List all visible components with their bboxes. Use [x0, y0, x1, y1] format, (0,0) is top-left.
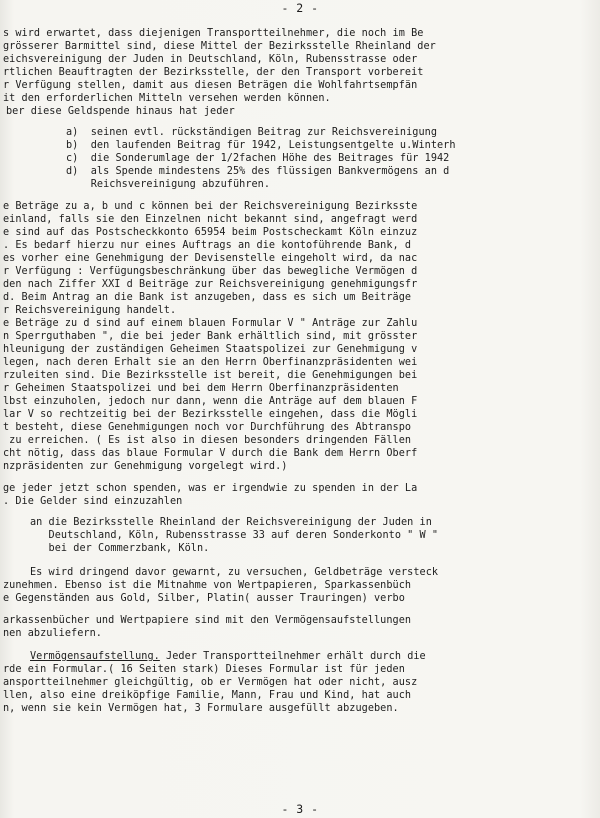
list-item-a: a) seinen evtl. rückständigen Beitrag zur Reichsvereinigung [66, 127, 438, 138]
text-line: rtlichen Beauftragten der Bezirksstelle, der den Transport vorbereit [3, 67, 424, 78]
text-line: eichsvereinigung der Juden in Deutschland, Köln, Rubensstrasse oder [3, 54, 418, 65]
text-line: n, wenn sie kein Vermögen hat, 3 Formulare ausgefüllt abzugeben. [3, 703, 399, 714]
text-line: d. Beim Antrag an die Bank ist anzugeben, dass es sich um Beiträge [3, 292, 412, 303]
text-line: it den erforderlichen Mitteln versehen werden können. [3, 93, 331, 104]
text-line: nen abzuliefern. [3, 628, 102, 639]
text-line: r Verfügung : Verfügungsbeschränkung über das bewegliche Vermögen d [3, 266, 418, 277]
text-line: hleunigung der zuständigen Geheimen Staatspolizei zur Genehmigung v [3, 344, 418, 355]
text-line: es vorher eine Genehmigung der Devisenstelle eingeholt wird, da nac [3, 253, 418, 264]
section-text: Jeder Transportteilnehmer erhält durch die [159, 651, 426, 662]
text-line: . Die Gelder sind einzuzahlen [3, 496, 183, 507]
text-line: ge jeder jetzt schon spenden, was er irgendwie zu spenden in der La [3, 483, 418, 494]
text-line: ber diese Geldspende hinaus hat jeder [6, 106, 235, 117]
address-line: an die Bezirksstelle Rheinland der Reichsvereinigung der Juden in [30, 517, 432, 528]
text-line: nzpräsidenten zur Genehmigung vorgelegt wird.) [3, 461, 288, 472]
section-line [30, 650, 426, 663]
section-heading: Vermögensaufstellung. [30, 651, 160, 662]
text-line: e Beträge zu d sind auf einem blauen Formular V " Anträge zur Zahlu [3, 318, 418, 329]
text-line: t besteht, diese Genehmigungen noch vor Durchführung des Abtranspo [3, 422, 412, 433]
text-line: e Beträge zu a, b und c können bei der Reichsvereinigung Bezirksste [3, 201, 418, 212]
text-line: lar V so rechtzeitig bei der Bezirksstelle eingehen, dass die Mögli [3, 409, 418, 420]
text-line: zu erreichen. ( Es ist also in diesen besonders dringenden Fällen [3, 435, 412, 446]
text-line: rde ein Formular.( 16 Seiten stark) Dieses Formular ist für jeden [3, 664, 405, 675]
text-line: s wird erwartet, dass diejenigen Transportteilnehmer, die noch im Be [3, 28, 424, 39]
text-line: zunehmen. Ebenso ist die Mitnahme von Wertpapieren, Sparkassenbüch [3, 580, 412, 591]
page-number-bottom: - 3 - [281, 802, 319, 816]
text-line: arkassenbücher und Wertpapiere sind mit den Vermögensaufstellungen [3, 615, 412, 626]
page-number-top: - 2 - [281, 1, 319, 15]
text-line: einland, falls sie den Einzelnen nicht bekannt sind, angefragt werd [3, 214, 418, 225]
text-line: cht nötig, dass das blaue Formular V durch die Bank dem Herrn Oberf [3, 448, 418, 459]
list-item-d: d) als Spende mindestens 25% des flüssigen Bankvermögens an d [66, 166, 450, 177]
list-item-c: c) die Sonderumlage der 1/2fachen Höhe des Beitrages für 1942 [66, 153, 450, 164]
text-line: n Sperrguthaben ", die bei jeder Bank erhältlich sind, mit grösster [3, 331, 418, 342]
text-line: Es wird dringend davor gewarnt, zu versuchen, Geldbeträge versteck [30, 567, 439, 578]
text-line: e sind auf das Postscheckkonto 65954 beim Postscheckamt Köln einzuz [3, 227, 418, 238]
address-line: Deutschland, Köln, Rubensstrasse 33 auf deren Sonderkonto " W " [30, 530, 439, 541]
text-line: e Gegenständen aus Gold, Silber, Platin( ausser Trauringen) verbo [3, 593, 405, 604]
text-line: ansportteilnehmer gleichgültig, ob er Vermögen hat oder nicht, ausz [3, 677, 418, 688]
text-line: den nach Ziffer XXI d Beiträge zur Reichsvereinigung genehmigungsfr [3, 279, 418, 290]
text-line: llen, also eine dreiköpfige Familie, Mann, Frau und Kind, hat auch [3, 690, 412, 701]
text-line: grösserer Barmittel sind, diese Mittel der Bezirksstelle Rheinland der [3, 41, 436, 52]
text-line: lbst einzuholen, jedoch nur dann, wenn die Anträge auf dem blauen F [3, 396, 418, 407]
address-line: bei der Commerzbank, Köln. [30, 543, 210, 554]
list-item-d-cont: Reichsvereinigung abzuführen. [66, 179, 271, 190]
text-line: r Verfügung stellen, damit aus diesen Beträgen die Wohlfahrtsempfän [3, 80, 418, 91]
text-line: rzuleiten sind. Die Bezirksstelle ist bereit, die Genehmigungen bei [3, 370, 418, 381]
text-line: . Es bedarf hierzu nur eines Auftrags an die kontoführende Bank, d [3, 240, 412, 251]
list-item-b: b) den laufenden Beitrag für 1942, Leistungsentgelte u.Winterh [66, 140, 456, 151]
text-line: r Geheimen Staatspolizei und bei dem Herrn Oberfinanzpräsidenten [3, 383, 399, 394]
text-line: legen, nach deren Erhalt sie an den Herrn Oberfinanzpräsidenten wei [3, 357, 418, 368]
text-line: r Reichsvereinigung handelt. [3, 305, 177, 316]
